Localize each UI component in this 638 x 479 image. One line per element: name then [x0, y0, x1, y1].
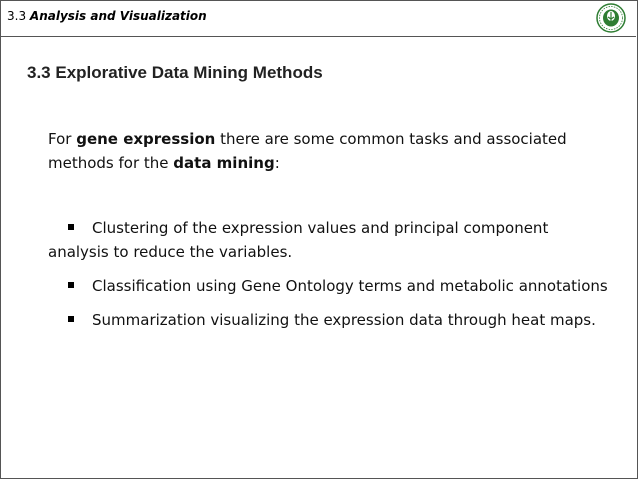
- bullet-list: [48, 216, 608, 342]
- slide-title: 3.3 Explorative Data Mining Methods: [27, 63, 323, 82]
- bullet-item: [48, 274, 608, 298]
- intro-paragraph: [48, 127, 608, 175]
- bullet-text: Summarization visualizing the expression data through heat maps.: [92, 311, 596, 329]
- bullet-text: Clustering of the expression values and principal component analysis to reduce the variables.: [48, 219, 549, 261]
- bullet-text: Classification using Gene Ontology terms and metabolic annotations: [92, 277, 608, 295]
- square-bullet-icon: [68, 282, 74, 288]
- intro-text-1: For: [48, 130, 77, 148]
- leaf-emblem-icon: [596, 3, 626, 33]
- bullet-item: [48, 216, 608, 264]
- intro-text-3: :: [274, 154, 280, 172]
- header-section-title: Analysis and Visualization: [29, 9, 207, 23]
- header-section-number: 3.3: [7, 9, 27, 23]
- square-bullet-icon: [68, 316, 74, 322]
- intro-bold-gene-expression: gene expression: [76, 130, 216, 148]
- bullet-item: [48, 308, 608, 332]
- square-bullet-icon: [68, 224, 74, 230]
- intro-text-2: there are some common tasks and associated methods for the: [48, 130, 567, 172]
- intro-bold-data-mining: data mining: [173, 154, 275, 172]
- header-title: [7, 9, 207, 23]
- header-bar: [0, 0, 636, 37]
